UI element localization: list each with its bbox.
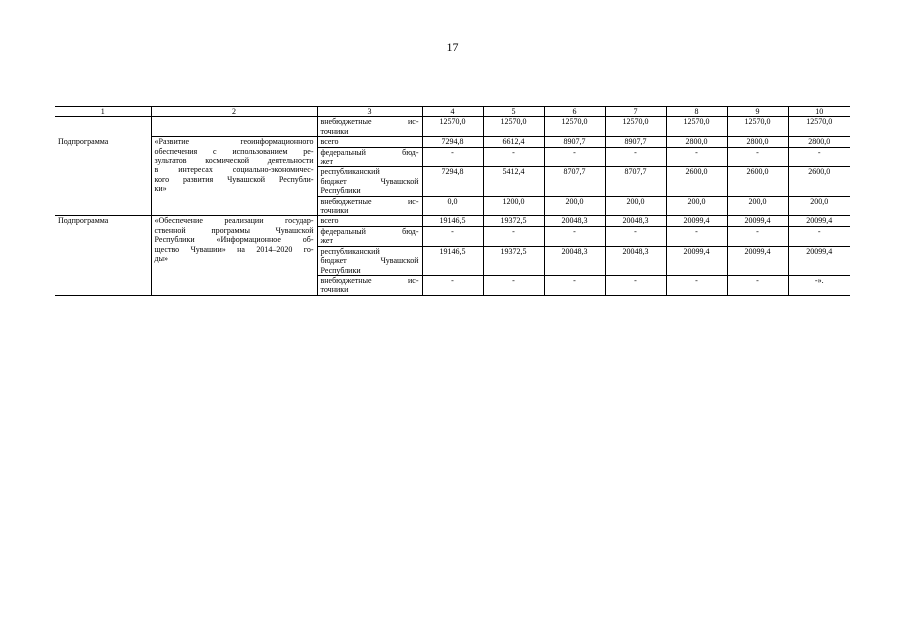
text-line: ды» xyxy=(154,254,168,264)
text-line: Республики «Информационное об- xyxy=(154,235,314,245)
subprogram-name-cell xyxy=(151,137,317,216)
text-line: ственной программы Чувашской xyxy=(154,225,314,235)
value-cell: - xyxy=(666,275,727,295)
page-number: 17 xyxy=(446,40,459,54)
value-cell: 2800,0 xyxy=(788,137,850,147)
value-cell: - xyxy=(605,147,666,167)
subprogram-type-cell: Подпрограмма xyxy=(55,137,151,216)
value-cell: 200,0 xyxy=(727,196,788,216)
value-cell: 7294,8 xyxy=(422,167,483,196)
value-cell: - xyxy=(422,226,483,246)
value-cell: 12570,0 xyxy=(422,117,483,137)
value-cell: -». xyxy=(788,275,850,295)
value-cell: 8707,7 xyxy=(605,167,666,196)
text-line: бюджет Чувашской xyxy=(320,256,419,266)
value-cell: 20099,4 xyxy=(788,216,850,226)
text-line: Республики xyxy=(320,265,361,275)
column-number-cell: 10 xyxy=(788,107,850,117)
value-cell: - xyxy=(483,226,544,246)
value-cell: - xyxy=(544,147,605,167)
value-cell: 20099,4 xyxy=(727,216,788,226)
column-number-row xyxy=(55,107,850,117)
text-line: федеральный бюд- xyxy=(320,226,419,236)
budget-table xyxy=(55,106,850,296)
value-cell: - xyxy=(788,147,850,167)
value-cell: 200,0 xyxy=(605,196,666,216)
value-cell: - xyxy=(727,226,788,246)
value-cell: 8707,7 xyxy=(544,167,605,196)
value-cell: - xyxy=(727,147,788,167)
value-cell: - xyxy=(605,275,666,295)
column-number-cell: 7 xyxy=(605,107,666,117)
source-cell xyxy=(317,226,422,246)
subprogram-type-cell: Подпрограмма xyxy=(55,216,151,295)
value-cell: 200,0 xyxy=(544,196,605,216)
value-cell: - xyxy=(666,226,727,246)
table-row xyxy=(55,216,850,226)
value-cell: 2600,0 xyxy=(788,167,850,196)
value-cell: 20048,3 xyxy=(544,246,605,275)
value-cell: 6612,4 xyxy=(483,137,544,147)
value-cell: - xyxy=(666,147,727,167)
value-cell: 19146,5 xyxy=(422,216,483,226)
value-cell: 2800,0 xyxy=(666,137,727,147)
value-cell: 0,0 xyxy=(422,196,483,216)
text-line: точники xyxy=(320,126,349,136)
value-cell: - xyxy=(727,275,788,295)
text-line: в интересах социально-экономичес- xyxy=(154,165,314,175)
value-cell: 20099,4 xyxy=(666,216,727,226)
value-cell: 20048,3 xyxy=(544,216,605,226)
text-line: щество Чувашии» на 2014–2020 го- xyxy=(154,244,314,254)
value-cell: 200,0 xyxy=(666,196,727,216)
source-cell xyxy=(317,275,422,295)
value-cell: - xyxy=(544,226,605,246)
text-line: Республики xyxy=(320,186,361,196)
value-cell: 2600,0 xyxy=(666,167,727,196)
text-line: республиканский xyxy=(320,167,380,177)
column-number-cell: 9 xyxy=(727,107,788,117)
value-cell: 20099,4 xyxy=(727,246,788,275)
value-cell: 20099,4 xyxy=(788,246,850,275)
value-cell: 19146,5 xyxy=(422,246,483,275)
source-cell xyxy=(317,246,422,275)
value-cell: 12570,0 xyxy=(483,117,544,137)
value-cell: 12570,0 xyxy=(666,117,727,137)
text-line: кого развития Чувашской Республи- xyxy=(154,174,314,184)
column-number-cell: 2 xyxy=(151,107,317,117)
value-cell: 8907,7 xyxy=(544,137,605,147)
value-cell: 12570,0 xyxy=(605,117,666,137)
text-line: «Обеспечение реализации государ- xyxy=(154,216,314,226)
value-cell: 20048,3 xyxy=(605,216,666,226)
value-cell: - xyxy=(422,147,483,167)
column-number-cell: 6 xyxy=(544,107,605,117)
value-cell: 1200,0 xyxy=(483,196,544,216)
text-line: обеспечения с использованием ре- xyxy=(154,146,314,156)
text-line: бюджет Чувашской xyxy=(320,176,419,186)
value-cell: 12570,0 xyxy=(727,117,788,137)
value-cell: 19372,5 xyxy=(483,246,544,275)
text-line: жет xyxy=(320,157,333,167)
value-cell: 12570,0 xyxy=(788,117,850,137)
value-cell: 8907,7 xyxy=(605,137,666,147)
text-line: федеральный бюд- xyxy=(320,147,419,157)
value-cell: - xyxy=(788,226,850,246)
value-cell: 5412,4 xyxy=(483,167,544,196)
value-cell: - xyxy=(483,147,544,167)
source-cell xyxy=(317,117,422,137)
source-cell xyxy=(317,167,422,196)
text-line: зультатов космической деятельности xyxy=(154,156,314,166)
source-cell xyxy=(317,147,422,167)
value-cell: 2800,0 xyxy=(727,137,788,147)
type-cell xyxy=(55,117,151,137)
value-cell: - xyxy=(483,275,544,295)
value-cell: 19372,5 xyxy=(483,216,544,226)
value-cell: 20099,4 xyxy=(666,246,727,275)
text-line: ки» xyxy=(154,184,167,194)
subprogram-name-cell xyxy=(151,216,317,295)
column-number-cell: 8 xyxy=(666,107,727,117)
value-cell: 12570,0 xyxy=(544,117,605,137)
name-cell xyxy=(151,117,317,137)
text-line: внебюджетные ис- xyxy=(320,275,419,285)
source-cell xyxy=(317,216,422,226)
source-cell xyxy=(317,196,422,216)
value-cell: - xyxy=(544,275,605,295)
text-line: всего xyxy=(320,216,339,226)
text-line: точники xyxy=(320,206,349,216)
value-cell: - xyxy=(422,275,483,295)
column-number-cell: 5 xyxy=(483,107,544,117)
text-line: республиканский xyxy=(320,246,380,256)
value-cell: 20048,3 xyxy=(605,246,666,275)
column-number-cell: 1 xyxy=(55,107,151,117)
text-line: «Развитие геоинформационного xyxy=(154,137,314,147)
value-cell: 200,0 xyxy=(788,196,850,216)
column-number-cell: 4 xyxy=(422,107,483,117)
text-line: внебюджетные ис- xyxy=(320,117,419,127)
column-number-cell: 3 xyxy=(317,107,422,117)
value-cell: - xyxy=(605,226,666,246)
value-cell: 7294,8 xyxy=(422,137,483,147)
value-cell: 2600,0 xyxy=(727,167,788,196)
text-line: жет xyxy=(320,236,333,246)
source-cell xyxy=(317,137,422,147)
text-line: всего xyxy=(320,137,339,147)
table-row xyxy=(55,137,850,147)
table-row xyxy=(55,117,850,137)
text-line: внебюджетные ис- xyxy=(320,196,419,206)
text-line: точники xyxy=(320,285,349,295)
